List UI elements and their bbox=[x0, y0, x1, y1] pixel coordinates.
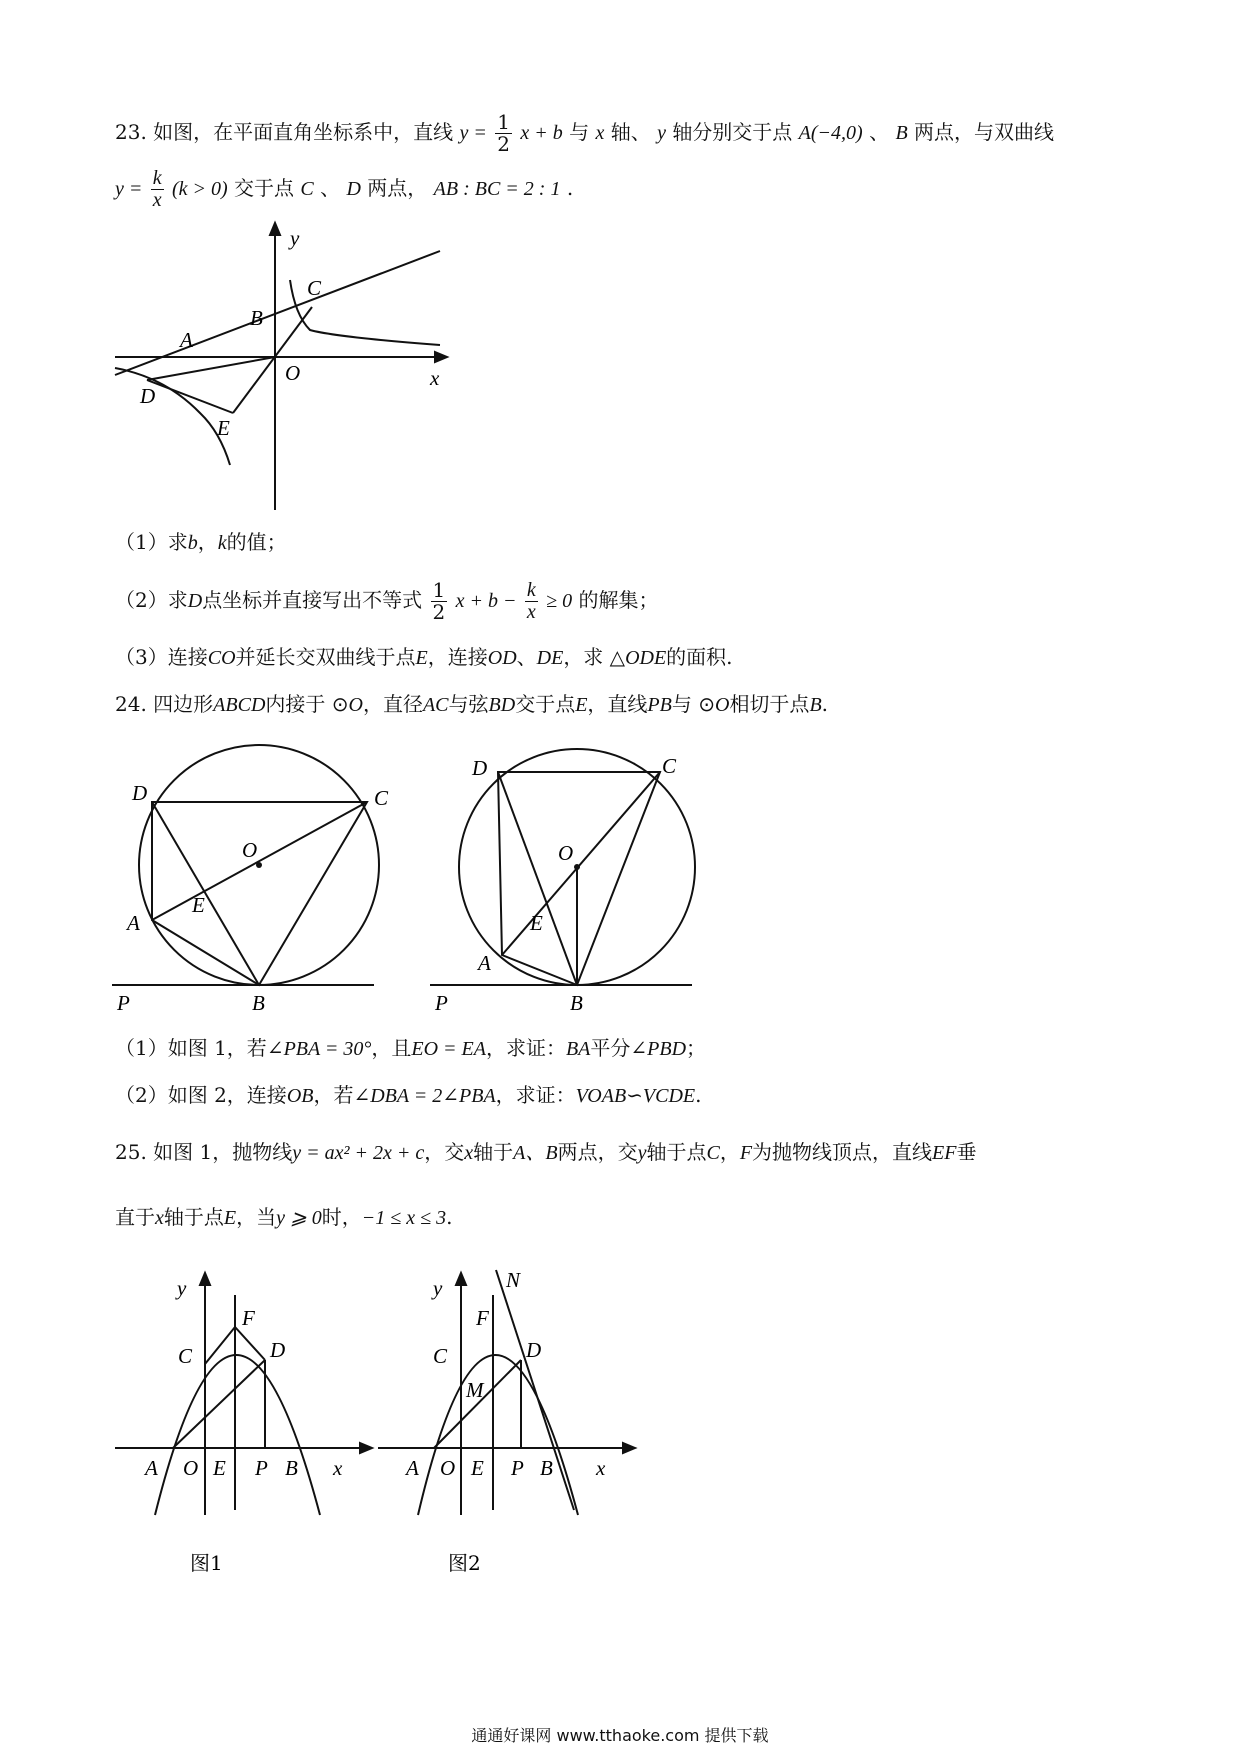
q23-line2: y = $\frac{k}{x}$ (k > 0) 交于点 C 、 D 两点， AB : BC = 2 : 1 . bbox=[115, 167, 574, 211]
segment-ac bbox=[152, 802, 367, 920]
fraction-half-2: $\frac{1}{2}$ bbox=[432, 578, 446, 624]
q25-figure-2 bbox=[378, 1265, 648, 1595]
label-p: P bbox=[117, 991, 130, 1015]
label-f: F bbox=[476, 1306, 489, 1330]
label-m: M bbox=[466, 1378, 484, 1402]
hyperbola-branch-2 bbox=[115, 368, 230, 465]
label-d: D bbox=[140, 384, 156, 408]
label-b: B bbox=[252, 991, 265, 1015]
label-y: y bbox=[290, 226, 300, 250]
label-e: E bbox=[217, 416, 230, 440]
label-o: O bbox=[285, 361, 301, 385]
label-c: C bbox=[178, 1344, 193, 1368]
y-axis-arrow bbox=[200, 1273, 210, 1285]
y-axis-arrow bbox=[456, 1273, 466, 1285]
label-d: D bbox=[132, 781, 148, 805]
q23-figure bbox=[110, 225, 450, 515]
center-dot bbox=[574, 864, 580, 870]
label-e: E bbox=[213, 1456, 226, 1480]
segment-bd bbox=[498, 772, 577, 985]
q24-sub2: （2）如图 2，连接OB，若∠DBA = 2∠PBA，求证：VOAB∽VCDE. bbox=[115, 1083, 702, 1107]
triangle-symbol: △ bbox=[609, 645, 626, 669]
label-a: A bbox=[406, 1456, 419, 1480]
segment-ad bbox=[434, 1360, 521, 1448]
label-c: C bbox=[307, 276, 322, 300]
segment-bd bbox=[152, 802, 259, 985]
label-o: O bbox=[558, 841, 574, 865]
label-b: B bbox=[540, 1456, 553, 1480]
label-b: B bbox=[250, 306, 263, 330]
q25-line1: 25. 如图 1，抛物线y = ax² + 2x + c，交x轴于A、B两点，交y轴于点C，F为抛物线顶点，直线EF垂 bbox=[115, 1140, 977, 1164]
segment-de bbox=[147, 380, 233, 413]
q25-figure-1 bbox=[115, 1265, 375, 1595]
label-y: y bbox=[177, 1276, 187, 1300]
caption-fig1: 图1 bbox=[190, 1551, 223, 1575]
label-o: O bbox=[242, 838, 258, 862]
x-axis-arrow bbox=[435, 352, 447, 362]
label-e: E bbox=[471, 1456, 484, 1480]
parabola bbox=[155, 1355, 320, 1515]
center-dot bbox=[256, 862, 262, 868]
q24-sub1: （1）如图 1，若∠PBA = 30°，且EO = EA，求证：BA平分∠PBD； bbox=[115, 1036, 707, 1060]
label-x: x bbox=[596, 1456, 606, 1480]
label-o: O bbox=[183, 1456, 199, 1480]
segment-ac bbox=[502, 772, 660, 955]
label-y: y bbox=[433, 1276, 443, 1300]
label-x: x bbox=[430, 366, 440, 390]
circle-symbol: ⊙ bbox=[331, 692, 349, 716]
label-a: A bbox=[180, 328, 193, 352]
fraction-half: $\frac{1}{2}$ bbox=[497, 110, 510, 156]
q25-line2: 直于x轴于点E，当y ⩾ 0时，−1 ≤ x ≤ 3. bbox=[115, 1205, 453, 1229]
label-d: D bbox=[472, 756, 488, 780]
x-axis-arrow bbox=[623, 1443, 635, 1453]
label-a: A bbox=[145, 1456, 158, 1480]
label-c: C bbox=[433, 1344, 448, 1368]
quad-abcd bbox=[498, 772, 660, 985]
parabola bbox=[418, 1355, 578, 1515]
label-a: A bbox=[127, 911, 140, 935]
segment-do bbox=[147, 357, 275, 380]
label-c: C bbox=[374, 786, 389, 810]
label-c: C bbox=[662, 754, 677, 778]
label-e: E bbox=[530, 911, 543, 935]
label-x: x bbox=[333, 1456, 343, 1480]
label-p: P bbox=[255, 1456, 268, 1480]
label-b: B bbox=[285, 1456, 298, 1480]
q24-figure-1 bbox=[112, 745, 392, 1015]
label-p: P bbox=[435, 991, 448, 1015]
q23-sub1: （1）求b，k的值； bbox=[115, 530, 287, 554]
q24-figure-2 bbox=[430, 745, 710, 1015]
label-o: O bbox=[440, 1456, 456, 1480]
q23-sub3: （3）连接CO并延长交双曲线于点E，连接OD、DE，求 △ODE的面积. bbox=[115, 645, 733, 669]
line-n bbox=[496, 1270, 574, 1510]
label-p: P bbox=[511, 1456, 524, 1480]
page-footer: 通通好课网 www.tthaoke.com 提供下载 bbox=[471, 1726, 769, 1745]
caption-fig2: 图2 bbox=[448, 1551, 481, 1575]
label-d: D bbox=[526, 1338, 542, 1362]
label-f: F bbox=[242, 1306, 255, 1330]
q23-sub2: （2）求D点坐标并直接写出不等式 $\frac{1}{2}$ x + b − $\frac{k}{x}$ ≥ 0 的解集； bbox=[115, 578, 659, 624]
label-n: N bbox=[506, 1268, 521, 1292]
fraction-k-over-x-2: $\frac{k}{x}$ bbox=[526, 579, 536, 623]
circle-symbol-2: ⊙ bbox=[698, 692, 715, 716]
label-b: B bbox=[570, 991, 583, 1015]
q23-line1: 23. 如图，在平面直角坐标系中，直线 y = $\frac{1}{2}$ x + b 与 x 轴、 y 轴分别交于点 A(−4,0) 、 B 两点，与双曲线 bbox=[115, 110, 1055, 156]
fraction-k-over-x: $\frac{k}{x}$ bbox=[152, 167, 162, 211]
q24-line1: 24. 四边形ABCD内接于 ⊙O，直径AC与弦BD交于点E，直线PB与 ⊙O相切于点B. bbox=[115, 692, 829, 716]
y-axis-arrow bbox=[270, 223, 280, 235]
segment-ce bbox=[233, 307, 312, 413]
segment-ad bbox=[173, 1360, 265, 1448]
label-d: D bbox=[270, 1338, 286, 1362]
x-axis-arrow bbox=[360, 1443, 372, 1453]
label-e: E bbox=[192, 893, 205, 917]
label-a: A bbox=[478, 951, 491, 975]
